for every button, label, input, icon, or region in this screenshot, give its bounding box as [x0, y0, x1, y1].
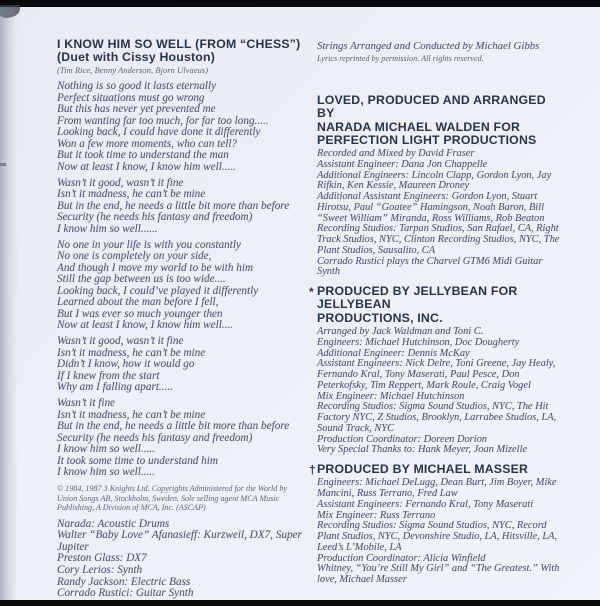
- credit-section: [309, 284, 564, 456]
- scan-edge-mark: [0, 163, 6, 166]
- lyric-line: If I knew from the start: [57, 369, 160, 382]
- section-marker-symbol: †: [309, 463, 316, 478]
- credit-heading-line: PRODUCED BY JELLYBEAN FOR JELLYBEAN: [317, 284, 518, 312]
- lyric-line: Looking back, I could have done it differently: [57, 126, 261, 139]
- musician-credit: Preston Glass: DX7: [57, 552, 147, 565]
- lyrics-permission-note: Lyrics reprinted by permission. All rights reserved.: [317, 54, 484, 63]
- lyric-line: Security (he needs his fantasy and freedom): [57, 431, 253, 444]
- lyric-line: I know him so well.....: [57, 466, 155, 479]
- lyric-line: Isn’t it madness, he can’t be mine: [57, 408, 206, 421]
- lyric-line: From wanting far too much, for far too long.....: [57, 114, 269, 127]
- musician-credit: Narada: Acoustic Drums: [57, 517, 170, 530]
- lyrics-block: [57, 81, 317, 479]
- credit-heading-line: PRODUCTIONS, INC.: [317, 310, 443, 325]
- scan-border-top: [0, 0, 600, 7]
- lyric-line: Wasn’t it good, wasn’t it fine: [57, 335, 184, 348]
- credit-line: Production Coordinator: Doreen Dorion: [317, 433, 487, 445]
- scan-border-bottom: [0, 600, 600, 606]
- lyric-stanza: [57, 336, 317, 394]
- credit-line: Recording Studios: Sigma Sound Studios, NYC, Record Plant Studios, NYC, Devonshire Studio, LA, Hitsville, LA, Leed’s L’Mobile, LA: [317, 520, 558, 553]
- credit-line: Engineers: Michael Hutchinson, Doc Dougherty: [317, 336, 520, 348]
- lyric-line: But it took time to understand the man: [57, 149, 229, 162]
- credit-section: [317, 94, 564, 278]
- section-marker-symbol: *: [309, 285, 314, 300]
- credit-line: Additional Assistant Engineers: Gordon Lyon, Stuart Hirotsu, Paul “Goatee” Hamingson, Noah Baron, Bill “Sweet William” Miranda, Ross Williams, Rob Beaton: [317, 191, 545, 224]
- lyric-line: No one is completely on your side,: [57, 250, 212, 263]
- credit-line: Additional Engineer: Dennis McKay: [317, 347, 470, 359]
- lyric-line: Wasn’t it good, wasn’t it fine: [57, 176, 184, 189]
- lyric-stanza: [57, 178, 317, 236]
- credit-line: Corrado Rustici plays the Charvel GTM6 Midi Guitar Synth: [317, 255, 543, 278]
- lyric-stanza: [57, 398, 317, 479]
- page-edge-shadow: [0, 7, 18, 600]
- musicians-list: [57, 519, 317, 600]
- lyric-line: But in the end, he needs a little bit more than before: [57, 199, 290, 212]
- credit-section-heading: [317, 94, 564, 147]
- credit-line: Recording Studios: Sigma Sound Studios, NYC, The Hit Factory NYC, Z Studios, Brooklyn, Larrabee Studios, LA, Sound Track, NYC: [317, 401, 557, 434]
- lyric-line: Still the gap between us is too wide....: [57, 273, 226, 286]
- lyric-line: I know him so well.....: [57, 443, 155, 456]
- musician-credit: Cory Lerios: Synth: [57, 564, 143, 577]
- lyric-line: But this has never yet prevented me: [57, 103, 216, 116]
- credit-line: Recording Studios: Tarpan Studios, San Rafael, CA, Right Track Studios, NYC, Clinton Recording Studios, NYC, The Plant Studios, Sausalito, CA: [317, 223, 560, 256]
- lyric-stanza: [57, 81, 317, 173]
- credit-heading-line: LOVED, PRODUCED AND ARRANGED BY: [317, 93, 546, 121]
- lyric-line: It took some time to understand him: [57, 454, 218, 467]
- lyric-line: Nothing is so good it lasts eternally: [57, 80, 217, 93]
- lyric-line: Isn’t it madness, he can’t be mine: [57, 346, 206, 359]
- lyric-line: Now at least I know, I know him well.....: [57, 160, 236, 173]
- credit-line: Recorded and Mixed by David Fraser: [317, 148, 475, 160]
- lyric-line: And though I move my world to be with him: [57, 261, 254, 274]
- credit-heading-line: NARADA MICHAEL WALDEN FOR: [317, 119, 521, 134]
- credits-column: [309, 40, 564, 593]
- song-title: [57, 38, 317, 64]
- credit-line: Production Coordinator: Alicia Winfield: [317, 552, 486, 564]
- lyric-line: Now at least I know, I know him well....: [57, 319, 233, 332]
- lyric-line: But I was ever so much younger then: [57, 307, 223, 320]
- credit-line: Very Special Thanks to: Hank Meyer, Joan Mizelle: [317, 444, 528, 456]
- lyric-line: Didn’t I know, how it would go: [57, 358, 195, 371]
- lyric-stanza: [57, 240, 317, 332]
- lyric-line: Won a few more moments, who can tell?: [57, 137, 238, 150]
- credit-line: Assistant Engineers: Fernando Kral, Tony Maserati: [317, 498, 534, 510]
- musician-credit: Corrado Rustici: Guitar Synth: [57, 587, 194, 600]
- lyric-line: But in the end, he needs a little bit more than before: [57, 420, 290, 433]
- credit-line: Whitney, “You’re Still My Girl” and “The Greatest.” With love, Michael Masser: [317, 563, 560, 586]
- credit-section-heading: [309, 462, 564, 478]
- credit-line: Mix Engineer: Michael Hutchinson: [317, 390, 465, 402]
- lyric-line: No one in your life is with you constantly: [57, 238, 241, 251]
- musician-credit: Walter “Baby Love” Afanasieff: Kurzweil, DX7, Super Jupiter: [57, 529, 302, 553]
- credit-line: Additional Engineers: Lincoln Clapp, Gordon Lyon, Jay Rifkin, Ken Kessie, Maureen Droney: [317, 169, 552, 192]
- song-title-line1: I KNOW HIM SO WELL (FROM “CHESS”): [57, 37, 301, 51]
- credit-line: Assistant Engineer: Dana Jon Chappelle: [317, 158, 488, 170]
- lyric-line: Looking back, I could’ve played it differently: [57, 284, 259, 297]
- lyric-line: Security (he needs his fantasy and freedom): [57, 211, 253, 224]
- credit-heading-line: PRODUCED BY MICHAEL MASSER: [317, 462, 529, 477]
- credit-line: Mix Engineer: Russ Terrano: [317, 509, 436, 521]
- credit-section: [309, 462, 564, 586]
- lyric-line: Learned about the man before I fell,: [57, 296, 219, 309]
- credit-line: Assistant Engineers: Nick Delre, Toni Greene, Jay Healy, Fernando Kral, Tony Maserati, Paul Pesce, Don Peterkofsky, Tim Reppert, Mark Roule, Craig Vogel: [317, 358, 556, 391]
- lyrics-column: [57, 38, 317, 600]
- song-title-line2: (Duet with Cissy Houston): [57, 50, 216, 65]
- lyric-line: Perfect situations must go wrong: [57, 91, 205, 104]
- production-credit-sections: [309, 93, 564, 586]
- credit-heading-line: PERFECTION LIGHT PRODUCTIONS: [317, 132, 537, 147]
- lyric-line: Isn’t it madness, he can’t be mine: [57, 188, 206, 201]
- credit-line: Arranged by Jack Waldman and Toni C.: [317, 326, 484, 338]
- copyright-notice: © 1984, 1987 3 Knights Ltd. Copyrights Administered for the World by Union Songs AB, Stockholm, Sweden. Sole selling agent MCA Music Publishing, A Division of MCA, Inc. (ASCAP): [57, 483, 288, 513]
- lyric-line: Why am I falling apart.....: [57, 381, 173, 394]
- lyric-line: Wasn’t it fine: [57, 397, 116, 410]
- credit-section-heading: [309, 284, 564, 325]
- lyric-line: I know him so well......: [57, 222, 158, 235]
- songwriters-credit: (Tim Rice, Benny Anderson, Bjorn Ulvaeus): [57, 66, 209, 76]
- credit-line: Engineers: Michael DeLugg, Dean Burt, Jim Boyer, Mike Mancini, Russ Terrano, Fred Law: [317, 477, 557, 500]
- strings-credit: Strings Arranged and Conducted by Michael Gibbs: [317, 40, 540, 52]
- musician-credit: Randy Jackson: Electric Bass: [57, 575, 191, 588]
